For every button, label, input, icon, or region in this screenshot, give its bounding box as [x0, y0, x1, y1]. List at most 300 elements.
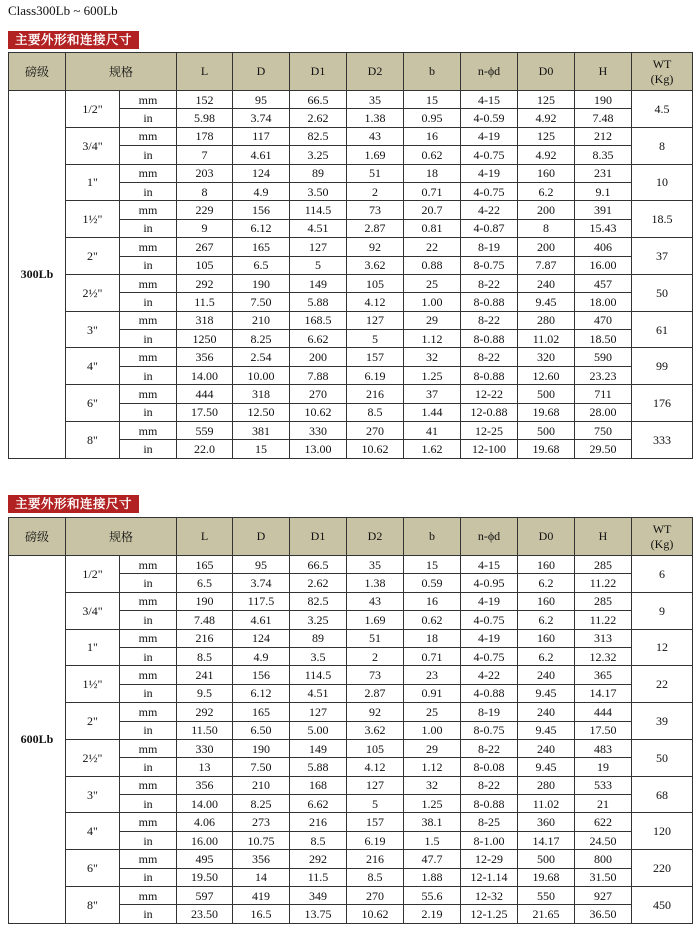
- value-cell: 25: [404, 703, 461, 721]
- value-cell: 15: [233, 440, 290, 458]
- value-cell: 23.50: [177, 905, 233, 923]
- unit-label: in: [120, 403, 177, 421]
- value-cell: 1.25: [404, 366, 461, 384]
- value-cell: 82.5: [290, 592, 347, 610]
- table-row: [9, 422, 693, 440]
- value-cell: 1.44: [404, 403, 461, 421]
- unit-label: mm: [120, 311, 177, 329]
- value-cell: 8-22: [461, 348, 518, 366]
- value-cell: 125: [518, 127, 575, 145]
- size-label: 8": [66, 422, 120, 459]
- weight-cell: 50: [632, 739, 693, 776]
- value-cell: 750: [575, 422, 632, 440]
- unit-label: mm: [120, 887, 177, 905]
- value-cell: 149: [290, 739, 347, 757]
- header-d2: D2: [347, 53, 404, 91]
- spec-table-300lb: [8, 52, 693, 459]
- header-d0: D0: [518, 518, 575, 556]
- page-title: Class300Lb ~ 600Lb: [8, 3, 118, 18]
- unit-label: in: [120, 146, 177, 164]
- value-cell: 127: [290, 703, 347, 721]
- value-cell: 590: [575, 348, 632, 366]
- value-cell: 3.62: [347, 256, 404, 274]
- value-cell: 160: [518, 164, 575, 182]
- size-label: 4": [66, 813, 120, 850]
- value-cell: 6.2: [518, 647, 575, 665]
- value-cell: 8.5: [347, 868, 404, 886]
- value-cell: 1.5: [404, 831, 461, 849]
- value-cell: 3.74: [233, 574, 290, 592]
- value-cell: 200: [518, 201, 575, 219]
- value-cell: 4-22: [461, 201, 518, 219]
- weight-cell: 50: [632, 274, 693, 311]
- value-cell: 5: [347, 795, 404, 813]
- value-cell: 356: [233, 850, 290, 868]
- value-cell: 1.62: [404, 440, 461, 458]
- size-label: 1/2": [66, 91, 120, 128]
- value-cell: 124: [233, 164, 290, 182]
- value-cell: 73: [347, 201, 404, 219]
- value-cell: 21: [575, 795, 632, 813]
- table-row: [9, 164, 693, 182]
- value-cell: 1.38: [347, 109, 404, 127]
- unit-label: mm: [120, 127, 177, 145]
- value-cell: 495: [177, 850, 233, 868]
- value-cell: 19.68: [518, 868, 575, 886]
- value-cell: 4.61: [233, 611, 290, 629]
- value-cell: 2: [347, 182, 404, 200]
- unit-label: mm: [120, 629, 177, 647]
- value-cell: 114.5: [290, 201, 347, 219]
- size-label: 3": [66, 311, 120, 348]
- table-row: [9, 629, 693, 647]
- value-cell: 267: [177, 238, 233, 256]
- value-cell: 500: [518, 385, 575, 403]
- weight-cell: 22: [632, 666, 693, 703]
- value-cell: 14: [233, 868, 290, 886]
- value-cell: 4-0.75: [461, 182, 518, 200]
- value-cell: 11.02: [518, 330, 575, 348]
- value-cell: 117: [233, 127, 290, 145]
- value-cell: 4-0.87: [461, 219, 518, 237]
- value-cell: 12-32: [461, 887, 518, 905]
- value-cell: 15.43: [575, 219, 632, 237]
- spec-table-600lb: [8, 517, 693, 924]
- value-cell: 500: [518, 850, 575, 868]
- unit-label: in: [120, 611, 177, 629]
- size-label: 1": [66, 629, 120, 666]
- value-cell: 165: [177, 556, 233, 574]
- unit-label: mm: [120, 592, 177, 610]
- value-cell: 4-19: [461, 164, 518, 182]
- value-cell: 270: [347, 887, 404, 905]
- table-row: [9, 813, 693, 831]
- unit-label: in: [120, 182, 177, 200]
- value-cell: 190: [233, 274, 290, 292]
- value-cell: 16.5: [233, 905, 290, 923]
- value-cell: 0.62: [404, 611, 461, 629]
- value-cell: 7.48: [575, 109, 632, 127]
- value-cell: 10.62: [347, 440, 404, 458]
- value-cell: 216: [347, 385, 404, 403]
- value-cell: 356: [177, 776, 233, 794]
- value-cell: 0.95: [404, 109, 461, 127]
- value-cell: 29: [404, 311, 461, 329]
- value-cell: 23.23: [575, 366, 632, 384]
- header-wt: WT (Kg): [632, 53, 693, 91]
- value-cell: 0.71: [404, 182, 461, 200]
- value-cell: 1.00: [404, 293, 461, 311]
- value-cell: 8: [518, 219, 575, 237]
- value-cell: 320: [518, 348, 575, 366]
- value-cell: 168.5: [290, 311, 347, 329]
- value-cell: 14.00: [177, 795, 233, 813]
- header-d2: D2: [347, 518, 404, 556]
- size-label: 1½": [66, 666, 120, 703]
- value-cell: 156: [233, 666, 290, 684]
- value-cell: 12-1.14: [461, 868, 518, 886]
- table-row: [9, 311, 693, 329]
- value-cell: 597: [177, 887, 233, 905]
- value-cell: 292: [290, 850, 347, 868]
- value-cell: 3.5: [290, 647, 347, 665]
- value-cell: 190: [177, 592, 233, 610]
- value-cell: 21.65: [518, 905, 575, 923]
- value-cell: 285: [575, 592, 632, 610]
- value-cell: 280: [518, 776, 575, 794]
- value-cell: 16: [404, 592, 461, 610]
- size-label: 1/2": [66, 556, 120, 593]
- value-cell: 1250: [177, 330, 233, 348]
- unit-label: in: [120, 440, 177, 458]
- value-cell: 406: [575, 238, 632, 256]
- value-cell: 9.1: [575, 182, 632, 200]
- value-cell: 38.1: [404, 813, 461, 831]
- value-cell: 6.5: [177, 574, 233, 592]
- value-cell: 3.74: [233, 109, 290, 127]
- value-cell: 622: [575, 813, 632, 831]
- size-label: 6": [66, 850, 120, 887]
- value-cell: 8-22: [461, 274, 518, 292]
- table-row: [9, 776, 693, 794]
- value-cell: 165: [233, 238, 290, 256]
- value-cell: 5: [347, 330, 404, 348]
- value-cell: 127: [347, 311, 404, 329]
- value-cell: 7.87: [518, 256, 575, 274]
- value-cell: 216: [347, 850, 404, 868]
- unit-label: in: [120, 219, 177, 237]
- size-label: 2½": [66, 274, 120, 311]
- value-cell: 178: [177, 127, 233, 145]
- value-cell: 11.5: [177, 293, 233, 311]
- value-cell: 229: [177, 201, 233, 219]
- unit-label: in: [120, 758, 177, 776]
- value-cell: 19: [575, 758, 632, 776]
- value-cell: 114.5: [290, 666, 347, 684]
- value-cell: 105: [177, 256, 233, 274]
- unit-label: mm: [120, 739, 177, 757]
- value-cell: 12-0.88: [461, 403, 518, 421]
- value-cell: 13: [177, 758, 233, 776]
- value-cell: 1.69: [347, 146, 404, 164]
- value-cell: 6.2: [518, 611, 575, 629]
- value-cell: 55.6: [404, 887, 461, 905]
- value-cell: 1.25: [404, 795, 461, 813]
- value-cell: 29.50: [575, 440, 632, 458]
- value-cell: 8-22: [461, 311, 518, 329]
- section-header-300lb: 主要外形和连接尺寸: [8, 31, 139, 49]
- value-cell: 7.48: [177, 611, 233, 629]
- value-cell: 313: [575, 629, 632, 647]
- value-cell: 35: [347, 91, 404, 109]
- value-cell: 4-0.88: [461, 684, 518, 702]
- unit-label: in: [120, 647, 177, 665]
- unit-label: in: [120, 330, 177, 348]
- unit-label: in: [120, 366, 177, 384]
- value-cell: 1.00: [404, 721, 461, 739]
- value-cell: 4-15: [461, 556, 518, 574]
- table-row: [9, 385, 693, 403]
- value-cell: 330: [290, 422, 347, 440]
- value-cell: 212: [575, 127, 632, 145]
- value-cell: 2.87: [347, 219, 404, 237]
- value-cell: 95: [233, 91, 290, 109]
- value-cell: 8-22: [461, 776, 518, 794]
- value-cell: 3.50: [290, 182, 347, 200]
- value-cell: 32: [404, 776, 461, 794]
- value-cell: 10.00: [233, 366, 290, 384]
- value-cell: 292: [177, 274, 233, 292]
- weight-cell: 8: [632, 127, 693, 164]
- value-cell: 1.12: [404, 758, 461, 776]
- weight-cell: 333: [632, 422, 693, 459]
- value-cell: 8-0.88: [461, 330, 518, 348]
- value-cell: 0.88: [404, 256, 461, 274]
- value-cell: 0.62: [404, 146, 461, 164]
- value-cell: 0.91: [404, 684, 461, 702]
- value-cell: 12-100: [461, 440, 518, 458]
- value-cell: 444: [575, 703, 632, 721]
- value-cell: 457: [575, 274, 632, 292]
- value-cell: 2.54: [233, 348, 290, 366]
- unit-label: mm: [120, 91, 177, 109]
- header-row: [9, 518, 693, 556]
- value-cell: 36.50: [575, 905, 632, 923]
- size-label: 2½": [66, 739, 120, 776]
- value-cell: 25: [404, 274, 461, 292]
- value-cell: 12-1.25: [461, 905, 518, 923]
- header-spec: 规格: [66, 518, 177, 556]
- value-cell: 8-25: [461, 813, 518, 831]
- value-cell: 8.5: [177, 647, 233, 665]
- value-cell: 216: [290, 813, 347, 831]
- value-cell: 125: [518, 91, 575, 109]
- value-cell: 19.50: [177, 868, 233, 886]
- size-label: 2": [66, 238, 120, 275]
- weight-cell: 176: [632, 385, 693, 422]
- value-cell: 4.61: [233, 146, 290, 164]
- value-cell: 356: [177, 348, 233, 366]
- value-cell: 149: [290, 274, 347, 292]
- value-cell: 4-0.75: [461, 647, 518, 665]
- table-row: [9, 739, 693, 757]
- value-cell: 11.02: [518, 795, 575, 813]
- value-cell: 4-22: [461, 666, 518, 684]
- unit-label: mm: [120, 164, 177, 182]
- table-row: [9, 592, 693, 610]
- header-d: D: [233, 518, 290, 556]
- value-cell: 14.17: [518, 831, 575, 849]
- value-cell: 9.45: [518, 758, 575, 776]
- value-cell: 160: [518, 629, 575, 647]
- value-cell: 157: [347, 813, 404, 831]
- value-cell: 8-0.08: [461, 758, 518, 776]
- value-cell: 2.62: [290, 574, 347, 592]
- value-cell: 391: [575, 201, 632, 219]
- value-cell: 470: [575, 311, 632, 329]
- value-cell: 292: [177, 703, 233, 721]
- value-cell: 231: [575, 164, 632, 182]
- value-cell: 270: [290, 385, 347, 403]
- weight-cell: 37: [632, 238, 693, 275]
- value-cell: 216: [177, 629, 233, 647]
- value-cell: 11.5: [290, 868, 347, 886]
- value-cell: 8-19: [461, 238, 518, 256]
- unit-label: in: [120, 256, 177, 274]
- value-cell: 127: [347, 776, 404, 794]
- value-cell: 9: [177, 219, 233, 237]
- header-class: 磅级: [9, 518, 66, 556]
- value-cell: 6.2: [518, 182, 575, 200]
- table-row: [9, 201, 693, 219]
- unit-label: mm: [120, 703, 177, 721]
- value-cell: 5: [290, 256, 347, 274]
- value-cell: 9.45: [518, 293, 575, 311]
- weight-cell: 61: [632, 311, 693, 348]
- value-cell: 927: [575, 887, 632, 905]
- value-cell: 22: [404, 238, 461, 256]
- table-row: [9, 274, 693, 292]
- value-cell: 483: [575, 739, 632, 757]
- table-row: [9, 556, 693, 574]
- table-row: [9, 348, 693, 366]
- value-cell: 152: [177, 91, 233, 109]
- value-cell: 160: [518, 556, 575, 574]
- value-cell: 18.00: [575, 293, 632, 311]
- value-cell: 28.00: [575, 403, 632, 421]
- unit-label: mm: [120, 850, 177, 868]
- unit-label: in: [120, 109, 177, 127]
- value-cell: 2.87: [347, 684, 404, 702]
- value-cell: 8-0.88: [461, 366, 518, 384]
- value-cell: 12.50: [233, 403, 290, 421]
- value-cell: 4.06: [177, 813, 233, 831]
- value-cell: 157: [347, 348, 404, 366]
- unit-label: mm: [120, 274, 177, 292]
- value-cell: 17.50: [177, 403, 233, 421]
- unit-label: in: [120, 831, 177, 849]
- value-cell: 12-25: [461, 422, 518, 440]
- value-cell: 419: [233, 887, 290, 905]
- value-cell: 6.12: [233, 219, 290, 237]
- value-cell: 8: [177, 182, 233, 200]
- value-cell: 500: [518, 422, 575, 440]
- value-cell: 280: [518, 311, 575, 329]
- value-cell: 270: [347, 422, 404, 440]
- value-cell: 240: [518, 274, 575, 292]
- size-label: 8": [66, 887, 120, 924]
- value-cell: 95: [233, 556, 290, 574]
- value-cell: 11.50: [177, 721, 233, 739]
- unit-label: mm: [120, 813, 177, 831]
- section-header-600lb: 主要外形和连接尺寸: [8, 495, 139, 513]
- value-cell: 12.60: [518, 366, 575, 384]
- value-cell: 241: [177, 666, 233, 684]
- value-cell: 13.75: [290, 905, 347, 923]
- unit-label: in: [120, 293, 177, 311]
- value-cell: 381: [233, 422, 290, 440]
- weight-cell: 18.5: [632, 201, 693, 238]
- value-cell: 105: [347, 739, 404, 757]
- value-cell: 8.5: [290, 831, 347, 849]
- weight-cell: 4.5: [632, 91, 693, 128]
- header-spec: 规格: [66, 53, 177, 91]
- unit-label: mm: [120, 776, 177, 794]
- value-cell: 360: [518, 813, 575, 831]
- value-cell: 9.45: [518, 684, 575, 702]
- value-cell: 22.0: [177, 440, 233, 458]
- value-cell: 124: [233, 629, 290, 647]
- size-label: 3": [66, 776, 120, 813]
- header-b: b: [404, 53, 461, 91]
- weight-cell: 10: [632, 164, 693, 201]
- table-row: [9, 238, 693, 256]
- table-row: [9, 850, 693, 868]
- header-wt: WT (Kg): [632, 518, 693, 556]
- value-cell: 7.50: [233, 293, 290, 311]
- value-cell: 43: [347, 127, 404, 145]
- value-cell: 8-1.00: [461, 831, 518, 849]
- header-h: H: [575, 53, 632, 91]
- value-cell: 2.62: [290, 109, 347, 127]
- value-cell: 5.00: [290, 721, 347, 739]
- unit-label: mm: [120, 238, 177, 256]
- value-cell: 4-0.95: [461, 574, 518, 592]
- value-cell: 3.62: [347, 721, 404, 739]
- value-cell: 4.12: [347, 758, 404, 776]
- value-cell: 31.50: [575, 868, 632, 886]
- weight-cell: 120: [632, 813, 693, 850]
- value-cell: 4.9: [233, 182, 290, 200]
- value-cell: 6.62: [290, 330, 347, 348]
- value-cell: 4-19: [461, 629, 518, 647]
- unit-label: mm: [120, 556, 177, 574]
- value-cell: 0.71: [404, 647, 461, 665]
- value-cell: 1.38: [347, 574, 404, 592]
- value-cell: 18.50: [575, 330, 632, 348]
- value-cell: 10.62: [347, 905, 404, 923]
- value-cell: 4.51: [290, 219, 347, 237]
- value-cell: 6.2: [518, 574, 575, 592]
- value-cell: 14.00: [177, 366, 233, 384]
- value-cell: 35: [347, 556, 404, 574]
- header-n-phi-d: n-ϕd: [461, 518, 518, 556]
- value-cell: 800: [575, 850, 632, 868]
- value-cell: 82.5: [290, 127, 347, 145]
- value-cell: 8.25: [233, 795, 290, 813]
- weight-cell: 9: [632, 592, 693, 629]
- value-cell: 12-29: [461, 850, 518, 868]
